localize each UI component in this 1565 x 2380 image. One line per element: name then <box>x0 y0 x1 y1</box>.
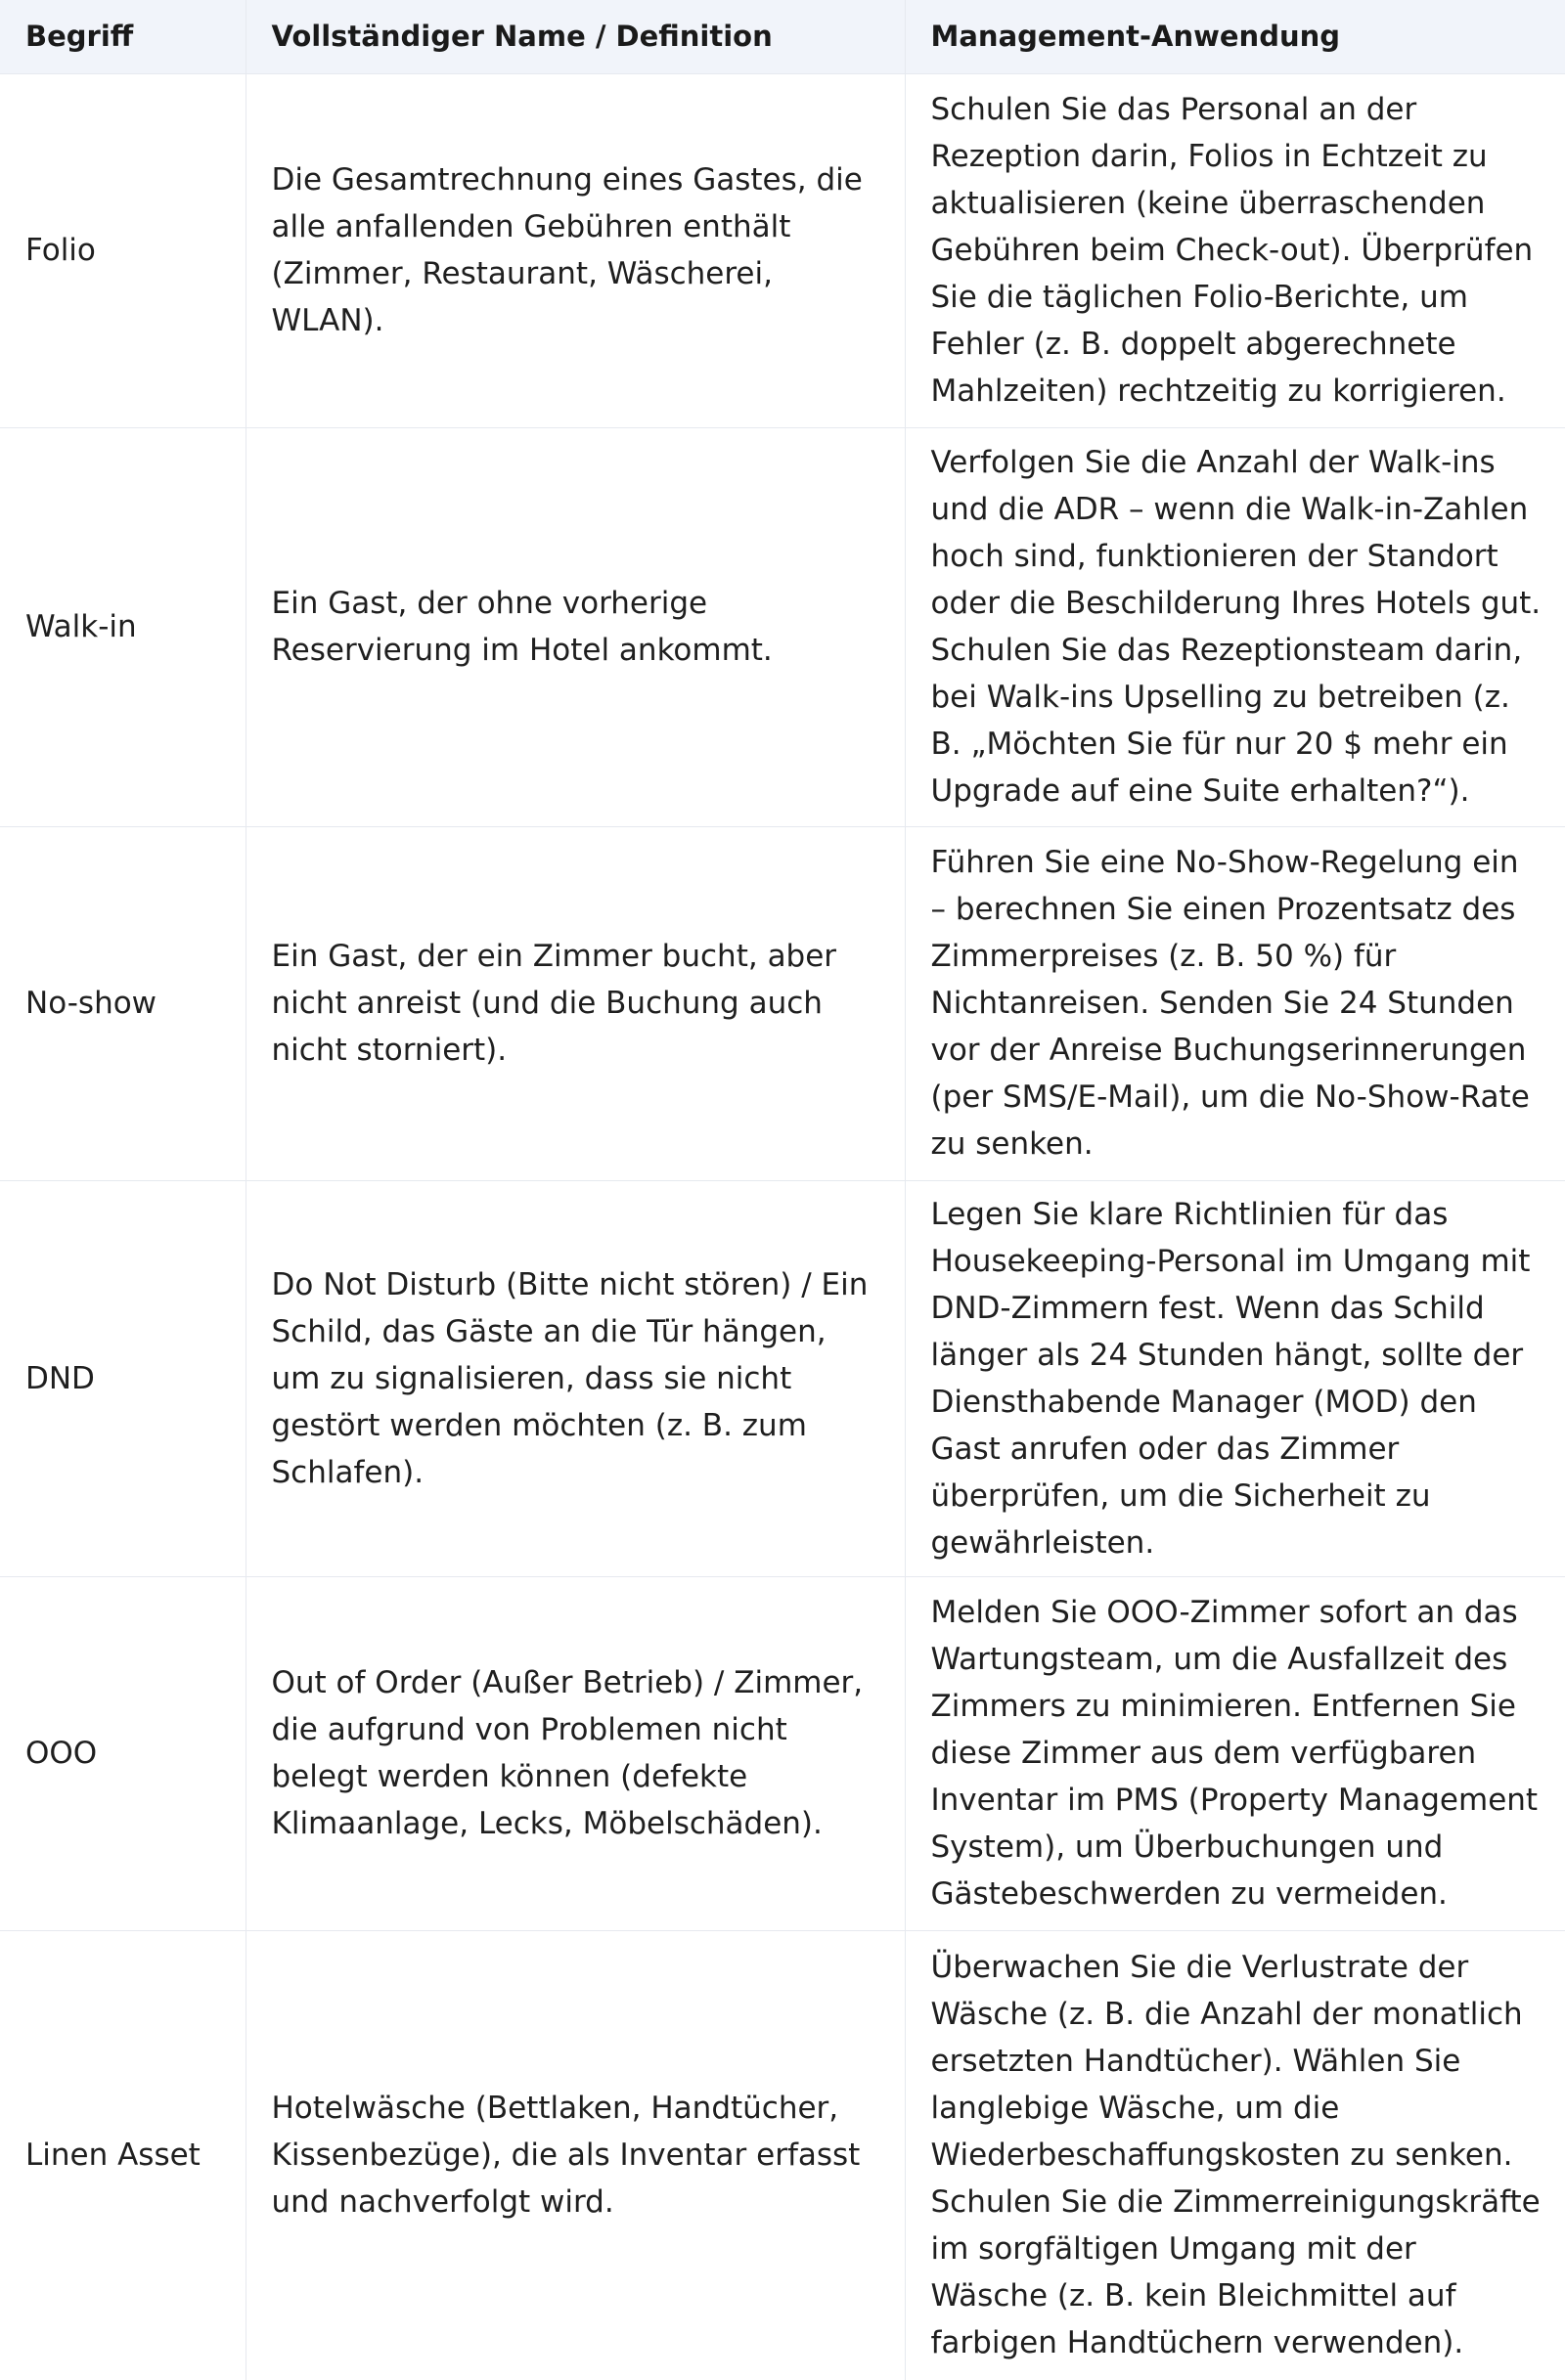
table-row <box>0 826 1565 1180</box>
table-row <box>0 1930 1565 2380</box>
term-cell: Folio <box>0 73 246 427</box>
application-cell: Melden Sie OOO-Zimmer sofort an das Wartungsteam, um die Ausfallzeit des Zimmers zu minimieren. Entfernen Sie diese Zimmer aus dem verfügbaren Inventar im PMS (Property Management System), um Überbuchungen und Gästebeschwerden zu vermeiden. <box>905 1576 1565 1930</box>
definition-cell: Out of Order (Außer Betrieb) / Zimmer, die aufgrund von Problemen nicht belegt werden können (defekte Klimaanlage, Lecks, Möbelschäden). <box>246 1576 905 1930</box>
term-cell: No-show <box>0 826 246 1180</box>
table-row <box>0 73 1565 427</box>
application-cell: Legen Sie klare Richtlinien für das Housekeeping-Personal im Umgang mit DND-Zimmern fest. Wenn das Schild länger als 24 Stunden hängt, sollte der Diensthabende Manager (MOD) den Gast anrufen oder das Zimmer überprüfen, um die Sicherheit zu gewährleisten. <box>905 1180 1565 1576</box>
header-application: Management-Anwendung <box>930 20 1341 54</box>
header-term: Begriff <box>0 0 246 73</box>
application-cell: Überwachen Sie die Verlustrate der Wäsche (z. B. die Anzahl der monatlich ersetzten Handtücher). Wählen Sie langlebige Wäsche, um die Wiederbeschaffungskosten zu senken. Schulen Sie die Zimmerreinigungskräfte im sorgfältigen Umgang mit der Wäsche (z. B. kein Bleichmittel auf farbigen Handtüchern verwenden). <box>905 1930 1565 2380</box>
header-definition: Vollständiger Name / Definition <box>246 0 905 73</box>
term-cell: DND <box>0 1180 246 1576</box>
definition-cell: Ein Gast, der ohne vorherige Reservierung im Hotel ankommt. <box>246 427 905 826</box>
table-row <box>0 427 1565 826</box>
term-cell: Walk-in <box>0 427 246 826</box>
table-row <box>0 1576 1565 1930</box>
definition-cell: Ein Gast, der ein Zimmer bucht, aber nicht anreist (und die Buchung auch nicht storniert). <box>246 826 905 1180</box>
application-cell: Schulen Sie das Personal an der Rezeption darin, Folios in Echtzeit zu aktualisieren (keine überraschenden Gebühren beim Check-out). Überprüfen Sie die täglichen Folio-Berichte, um Fehler (z. B. doppelt abgerechnete Mahlzeiten) rechtzeitig zu korrigieren. <box>905 73 1565 427</box>
application-cell: Verfolgen Sie die Anzahl der Walk-ins und die ADR – wenn die Walk-in-Zahlen hoch sind, funktionieren der Standort oder die Beschilderung Ihres Hotels gut. Schulen Sie das Rezeptionsteam darin, bei Walk-ins Upselling zu betreiben (z. B. „Möchten Sie für nur 20 $ mehr ein Upgrade auf eine Suite erhalten?“). <box>905 427 1565 826</box>
table-header <box>0 0 1565 73</box>
definition-cell: Do Not Disturb (Bitte nicht stören) / Ein Schild, das Gäste an die Tür hängen, um zu signalisieren, dass sie nicht gestört werden möchten (z. B. zum Schlafen). <box>246 1180 905 1576</box>
application-cell: Führen Sie eine No-Show-Regelung ein – berechnen Sie einen Prozentsatz des Zimmerpreises (z. B. 50 %) für Nichtanreisen. Senden Sie 24 Stunden vor der Anreise Buchungserinnerungen (per SMS/E-Mail), um die No-Show-Rate zu senken. <box>905 826 1565 1180</box>
term-cell: Linen Asset <box>0 1930 246 2380</box>
table-row <box>0 1180 1565 1576</box>
term-cell: OOO <box>0 1576 246 1930</box>
definition-cell: Hotelwäsche (Bettlaken, Handtücher, Kissenbezüge), die als Inventar erfasst und nachverfolgt wird. <box>246 1930 905 2380</box>
definition-cell: Die Gesamtrechnung eines Gastes, die alle anfallenden Gebühren enthält (Zimmer, Restaurant, Wäscherei, WLAN). <box>246 73 905 427</box>
header-row <box>0 0 1565 73</box>
table-body <box>0 73 1565 2380</box>
